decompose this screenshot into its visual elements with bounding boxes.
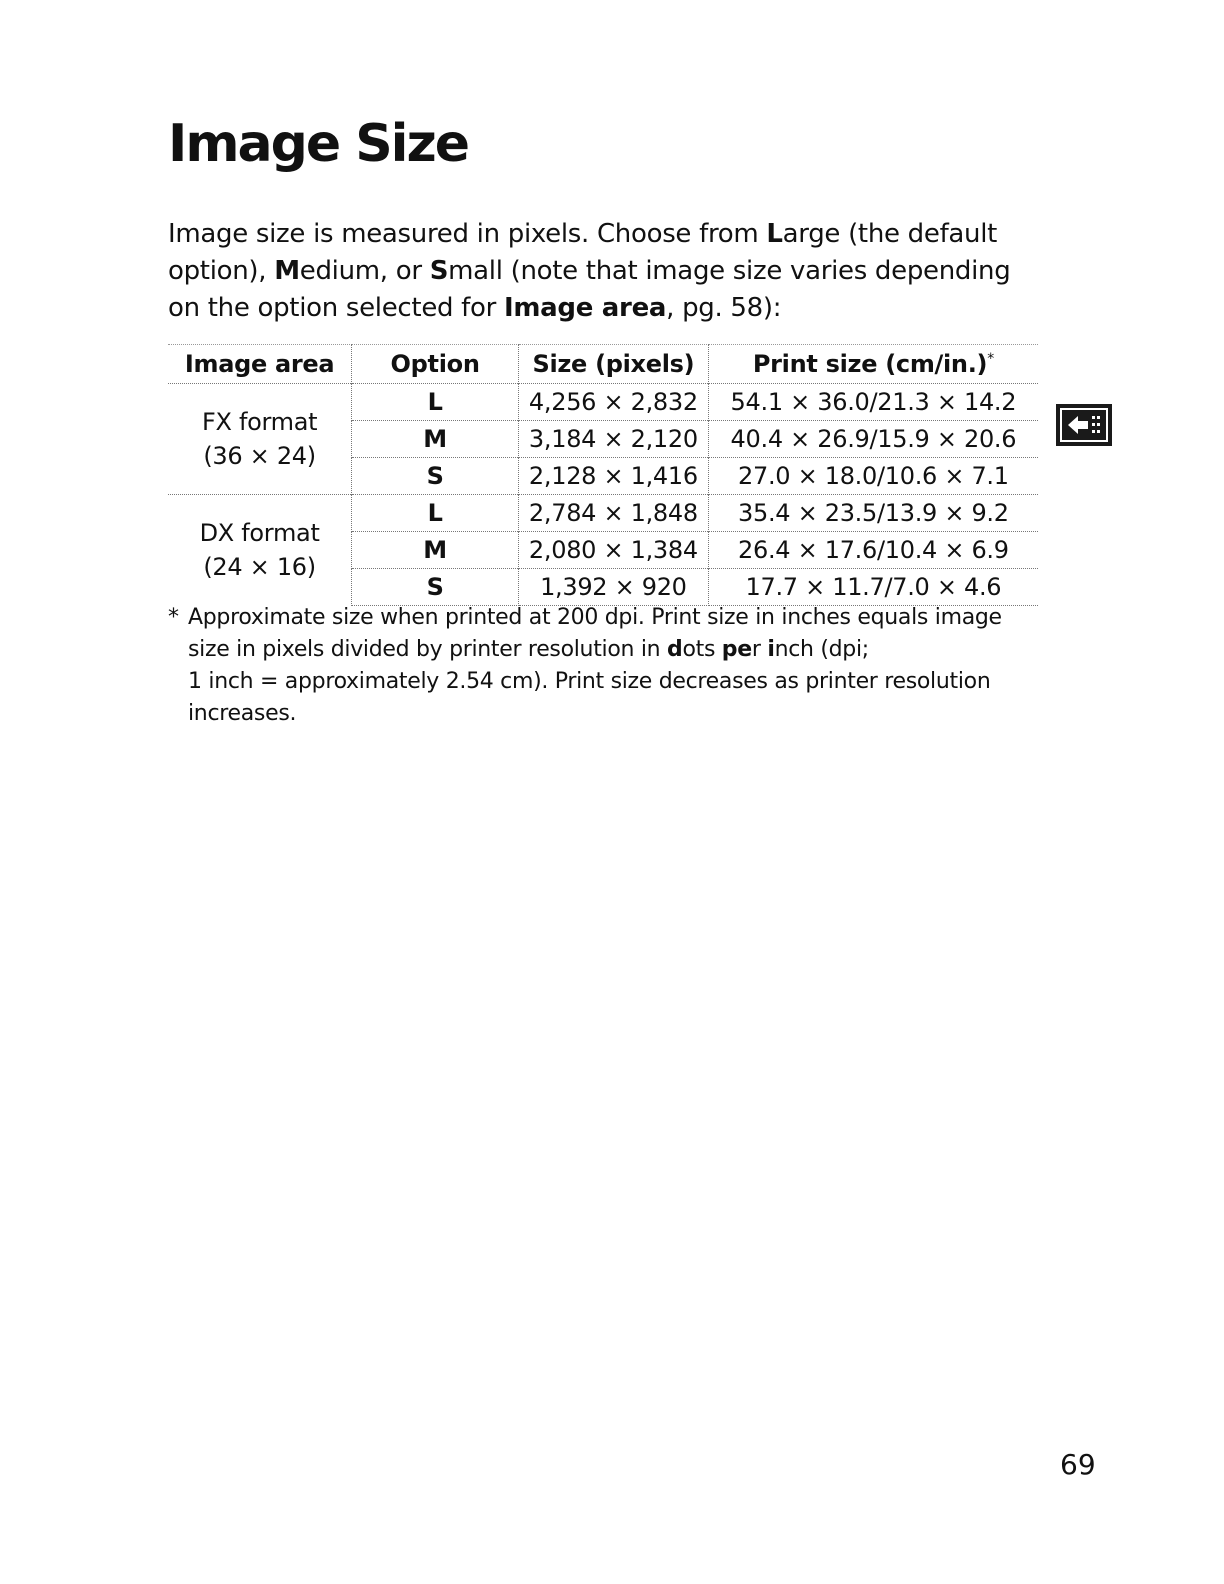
intro-paragraph — [168, 216, 1048, 327]
intro-text: edium, or — [299, 256, 430, 286]
footnote-marker: * — [168, 605, 179, 630]
print-size-cell: 54.1 × 36.0/21.3 × 14.2 — [708, 384, 1038, 421]
page-title: Image Size — [168, 114, 469, 174]
size-cell: 2,128 × 1,416 — [518, 458, 708, 495]
header-image-area: Image area — [168, 345, 352, 384]
option-cell: S — [352, 569, 519, 606]
option-cell: M — [352, 421, 519, 458]
print-size-cell: 40.4 × 26.9/15.9 × 20.6 — [708, 421, 1038, 458]
table-footnote — [168, 602, 1048, 730]
header-footnote-marker: * — [987, 351, 994, 367]
small-initial: S — [429, 256, 449, 286]
intro-text: arge (the default option), — [168, 219, 998, 286]
page-number: 69 — [1060, 1448, 1096, 1481]
footnote-text: Approximate size when printed at 200 dpi. Print size in inches equals image size in pixels divided by printer resolution in — [188, 605, 1002, 662]
print-size-cell: 35.4 × 23.5/13.9 × 9.2 — [708, 495, 1038, 532]
print-size-cell: 26.4 × 17.6/10.4 × 6.9 — [708, 532, 1038, 569]
footnote-text: r — [751, 637, 768, 662]
intro-text: Image size is measured in pixels. Choose from — [168, 219, 767, 249]
image-area-reference: Image area — [504, 293, 667, 323]
table-row — [168, 495, 1038, 532]
table-header-row — [168, 345, 1038, 384]
medium-initial: M — [274, 256, 300, 286]
large-initial: L — [766, 219, 783, 249]
option-cell: S — [352, 458, 519, 495]
table-row — [168, 384, 1038, 421]
size-cell: 3,184 × 2,120 — [518, 421, 708, 458]
print-size-cell: 17.7 × 11.7/7.0 × 4.6 — [708, 569, 1038, 606]
footnote-text: ots — [682, 637, 722, 662]
option-cell: L — [352, 495, 519, 532]
size-cell: 1,392 × 920 — [518, 569, 708, 606]
intro-text: , pg. 58): — [666, 293, 782, 323]
print-size-cell: 27.0 × 18.0/10.6 × 7.1 — [708, 458, 1038, 495]
header-option: Option — [352, 345, 519, 384]
footnote-text: nch (dpi; — [774, 637, 869, 662]
area-name: FX format — [201, 408, 318, 436]
size-cell: 4,256 × 2,832 — [518, 384, 708, 421]
intro-text: mall (note that image size varies depending on the option selected for — [168, 256, 1011, 323]
footnote-bold-pe: pe — [721, 637, 752, 662]
area-dimensions: (24 × 16) — [203, 553, 316, 582]
header-print-size — [708, 345, 1038, 384]
area-cell-dx — [168, 495, 352, 606]
footnote-text: 1 inch = approximately 2.54 cm). Print size decreases as printer resolution increases. — [188, 669, 991, 726]
footnote-bold-d: d — [667, 637, 683, 662]
area-name: DX format — [199, 519, 320, 548]
image-size-table — [168, 344, 1038, 606]
option-cell: M — [352, 532, 519, 569]
option-cell: L — [352, 384, 519, 421]
footnote-bold-i: i — [767, 637, 775, 662]
header-size-pixels: Size (pixels) — [518, 345, 708, 384]
area-cell-fx — [168, 384, 352, 495]
area-dimensions: (36 × 24) — [203, 442, 316, 470]
size-cell: 2,784 × 1,848 — [518, 495, 708, 532]
size-cell: 2,080 × 1,384 — [518, 532, 708, 569]
shooting-menu-tab-icon — [1056, 404, 1112, 446]
camera-menu-icon — [1056, 404, 1112, 446]
footnote-body — [188, 602, 1048, 730]
header-print-size-label: Print size (cm/in.) — [752, 350, 988, 378]
